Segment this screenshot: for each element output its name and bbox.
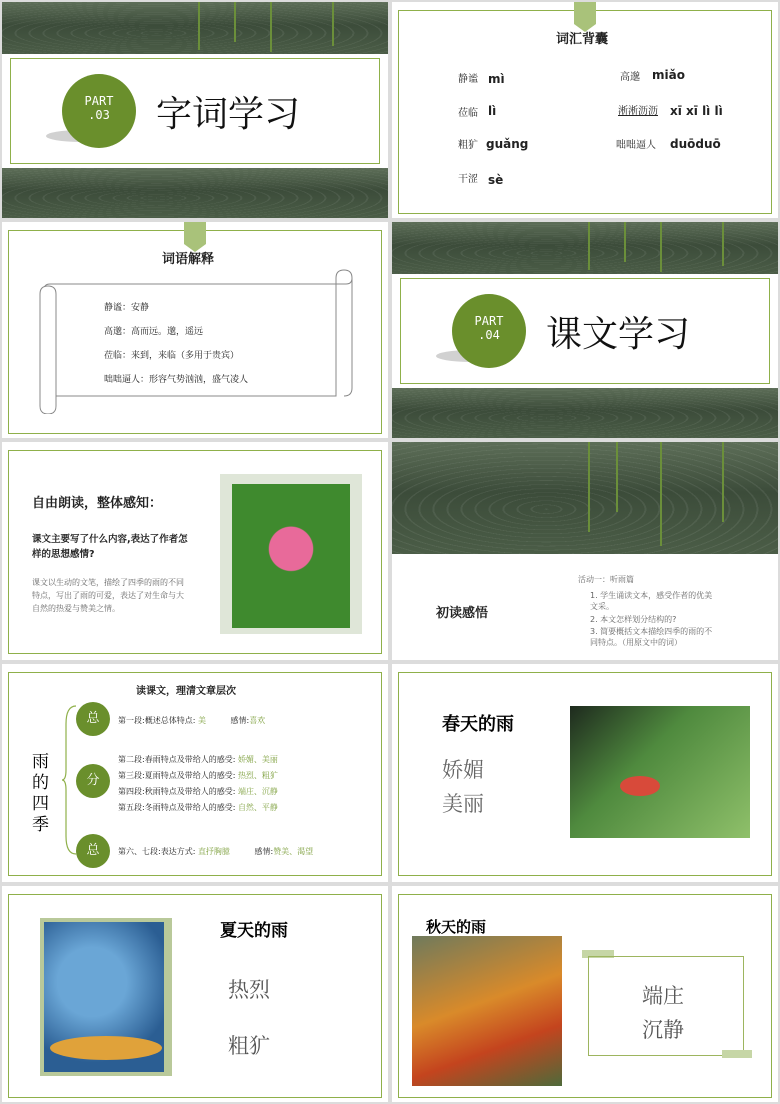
slide-heading: 自由朗读，整体感知： (32, 496, 163, 511)
spring-flower-image (570, 706, 750, 838)
decor-square (722, 1050, 752, 1058)
slide-vocab[interactable]: 词汇背囊 静谧 mì 高邈 miǎo 莅临 lì 淅淅沥沥 xī xī lì lì 粗犷 guǎng 咄咄逼人 duōduō 干涩 sè (392, 2, 778, 218)
slide-word-explain[interactable]: 词语解释 静谧：安静 高邈：高而远。邈，遥远 莅临：来到，来临（多用于贵宾） 咄咄逼人：形容气势汹汹，盛气凌人 (2, 222, 388, 438)
slide-part-04[interactable] (392, 222, 778, 438)
summer-image (40, 918, 172, 1076)
autumn-leaves-image (412, 936, 562, 1086)
section-title: 课文学习 (546, 314, 691, 355)
part-badge: PART .03 (62, 74, 136, 148)
slide-heading: 初读感悟 (436, 606, 489, 621)
slide-heading: 读课文，理清文章层次 (136, 686, 236, 697)
slide-free-read[interactable]: 自由朗读，整体感知： 课文主要写了什么内容,表达了作者怎样的思想感情? 课文以生动的文笔，描绘了四季的雨的不同特点，写出了雨的可爱，表达了对生命与大自然的热爱与赞美之情。 (2, 442, 388, 660)
slide-heading: 春天的雨 (442, 714, 514, 735)
slide-heading: 词语解释 (162, 252, 215, 267)
slide-summer-rain[interactable]: 夏天的雨 热烈 粗犷 (2, 886, 388, 1102)
slide-first-read[interactable]: 初读感悟 活动一：听雨篇 1. 学生诵读文本，感受作者的优美文采。 2. 本文怎样划分结构的? 3. 简要概括文本描绘四季的雨的不同特点。（用原文中的词） (392, 442, 778, 660)
section-title: 字词学习 (156, 94, 301, 135)
vertical-title: 雨的四季 (32, 752, 49, 835)
lotus-image (220, 474, 362, 634)
slide-structure[interactable]: 读课文，理清文章层次 雨的四季 总 分 总 第一段:概述总体特点: 美 感情:喜欢 第二段:春雨特点及带给人的感受: 娇媚、美丽 第三段:夏雨特点及带给人的感受: 热烈、粗犷 第四段:秋雨特点及带给人的感受: 端庄、沉静 第五段:冬雨特点及带给人的感受: 自然、平静 第六、七段:表达方式: 直抒胸臆 感情:赞美、渴望 (2, 664, 388, 882)
slide-autumn-rain[interactable]: 秋天的雨 端庄 沉静 (392, 886, 778, 1102)
slide-heading: 秋天的雨 (426, 918, 487, 936)
slide-heading: 词汇背囊 (556, 32, 609, 47)
slide-part-03[interactable] (2, 2, 388, 218)
scroll-icon (36, 268, 356, 414)
part-badge: PART .04 (452, 294, 526, 368)
slide-spring-rain[interactable]: 春天的雨 娇媚 美丽 (392, 664, 778, 882)
slide-heading: 夏天的雨 (220, 921, 288, 941)
